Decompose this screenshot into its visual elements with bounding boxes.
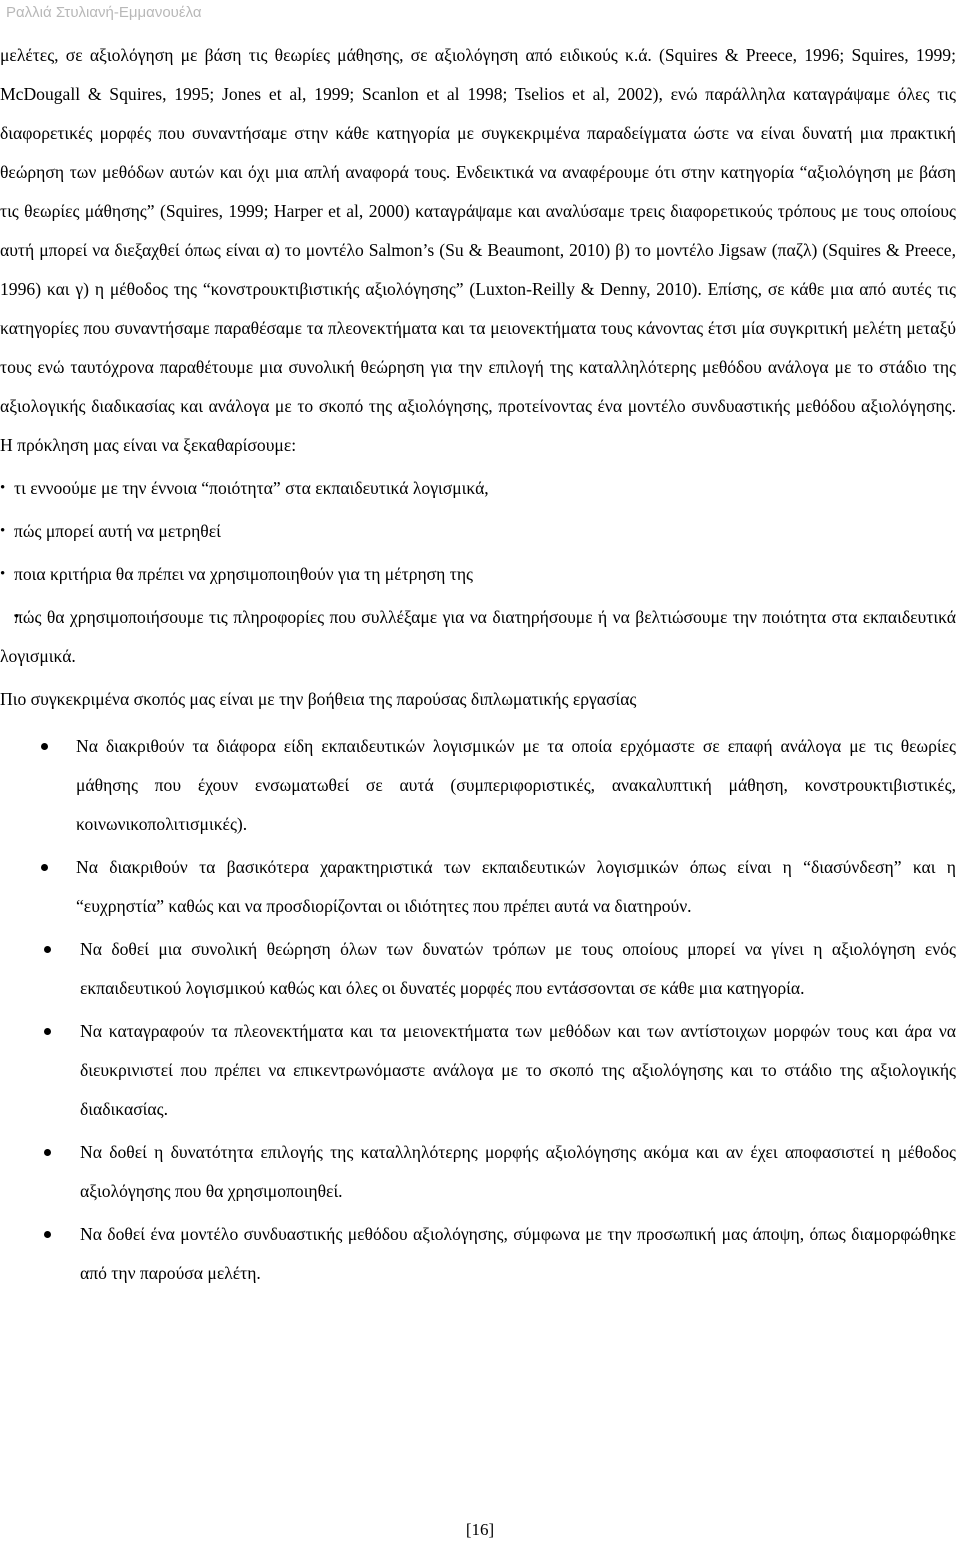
page-number: [16] <box>465 1520 495 1539</box>
goal-item: Να δοθεί η δυνατότητα επιλογής της καταλληλότερης μορφής αξιολόγησης ακόμα και αν έχει αποφασιστεί η μέθοδος αξιολόγησης που θα χρησιμοποιηθεί. <box>0 1133 956 1211</box>
goal-item: Να δοθεί μια συνολική θεώρηση όλων των δυνατών τρόπων με τους οποίους μπορεί να γίνει η αξιολόγηση ενός εκπαιδευτικού λογισμικού καθώς και όλες οι δυνατές μορφές που εντάσσονται σε κάθε μια κατηγορία. <box>0 930 956 1008</box>
goal-item: Να διακριθούν τα διάφορα είδη εκπαιδευτικών λογισμικών με τα οποία ερχόμαστε σε επαφή ανάλογα με τις θεωρίες μάθησης που έχουν ενσωματωθεί σε αυτά (συμπεριφοριστικές, ανακαλυπτική μάθηση, κονστρουκτιβιστικές, κοινωνικοπολιτισμικές). <box>0 727 956 844</box>
running-header-author: Ραλλιά Στυλιανή-Εμμανουέλα <box>6 4 202 21</box>
body-paragraph: μελέτες, σε αξιολόγηση με βάση τις θεωρίες μάθησης, σε αξιολόγηση από ειδικούς κ.ά. (Squires & Preece, 1996; Squires, 1999; McDougall & Squires, 1995; Jones et al, 1999; Scanlon et al 1998; Tselios et al, 2002), ενώ παράλληλα καταγράψαμε όλες τις διαφορετικές μορφές που συναντήσαμε στην κάθε κατηγορία με συγκεκριμένα παραδείγματα ώστε να είναι δυνατή μια πρακτική θεώρηση των μεθόδων αυτών και όχι μια απλή αναφορά τους. Ενδεικτικά να αναφέρουμε ότι στην κατηγορία “αξιολόγηση με βάση τις θεωρίες μάθησης” (Squires, 1999; Harper et al, 2000) καταγράψαμε και αναλύσαμε τρεις διαφορετικούς τρόπους με τους οποίους αυτή μπορεί να διεξαχθεί όπως είναι α) το μοντέλο Salmon’s (Su & Beaumont, 2010) β) το μοντέλο Jigsaw (παζλ) (Squires & Preece, 1996) και γ) η μέθοδος της “κονστρουκτιβιστικής αξιολόγησης” (Luxton-Reilly & Denny, 2010). Επίσης, σε κάθε μια από αυτές τις κατηγορίες που συναντήσαμε παραθέσαμε τα πλεονεκτήματα και τα μειονεκτήματα τους κάνοντας έτσι μία συγκριτική μελέτη μεταξύ τους ενώ ταυτόχρονα παραθέτουμε μια συνολική θεώρηση για την επιλογή της καταλληλότερης μεθόδου ανάλογα με το στάδιο της αξιολογικής διαδικασίας και ανάλογα με το σκοπό της αξιολόγησης, προτείνοντας ένα μοντέλο συνδυαστικής μεθόδου αξιολόγησης. Η πρόκληση μας είναι να ξεκαθαρίσουμε: <box>0 45 956 455</box>
goal-item: Να καταγραφούν τα πλεονεκτήματα και τα μειονεκτήματα των μεθόδων και των αντίστοιχων μορφών τους και άρα να διευκρινιστεί που πρέπει να επικεντρωνόμαστε ανάλογα με το σκοπό της αξιολόγησης και το στάδιο της αξιολογικής διαδικασίας. <box>0 1012 956 1129</box>
goals-intro: Πιο συγκεκριμένα σκοπός μας είναι με την βοήθεια της παρούσας διπλωματικής εργασίας <box>0 689 637 709</box>
goal-item: Να δοθεί ένα μοντέλο συνδυαστικής μεθόδου αξιολόγησης, σύμφωνα με την προσωπική μας άποψη, όπως διαμορφώθηκε από την παρούσα μελέτη. <box>0 1215 956 1293</box>
question-item: • ποια κριτήρια θα πρέπει να χρησιμοποιηθούν για τη μέτρηση της <box>0 555 956 594</box>
question-item: • τι εννοούμε με την έννοια “ποιότητα” στα εκπαιδευτικά λογισμικά, <box>0 469 956 508</box>
question-item: • πώς θα χρησιμοποιήσουμε τις πληροφορίες που συλλέξαμε για να διατηρήσουμε ή να βελτιώσουμε την ποιότητα στα εκπαιδευτικά λογισμικά. <box>0 598 956 676</box>
question-item: • πώς μπορεί αυτή να μετρηθεί <box>0 512 956 551</box>
goal-item: Να διακριθούν τα βασικότερα χαρακτηριστικά των εκπαιδευτικών λογισμικών όπως είναι η “διασύνδεση” και η “ευχρηστία” καθώς και να προσδιορίζονται οι ιδιότητες που πρέπει αυτά να διατηρούν. <box>0 848 956 926</box>
goal-list <box>0 727 956 1293</box>
question-list <box>0 469 956 676</box>
page-body <box>0 36 956 1297</box>
